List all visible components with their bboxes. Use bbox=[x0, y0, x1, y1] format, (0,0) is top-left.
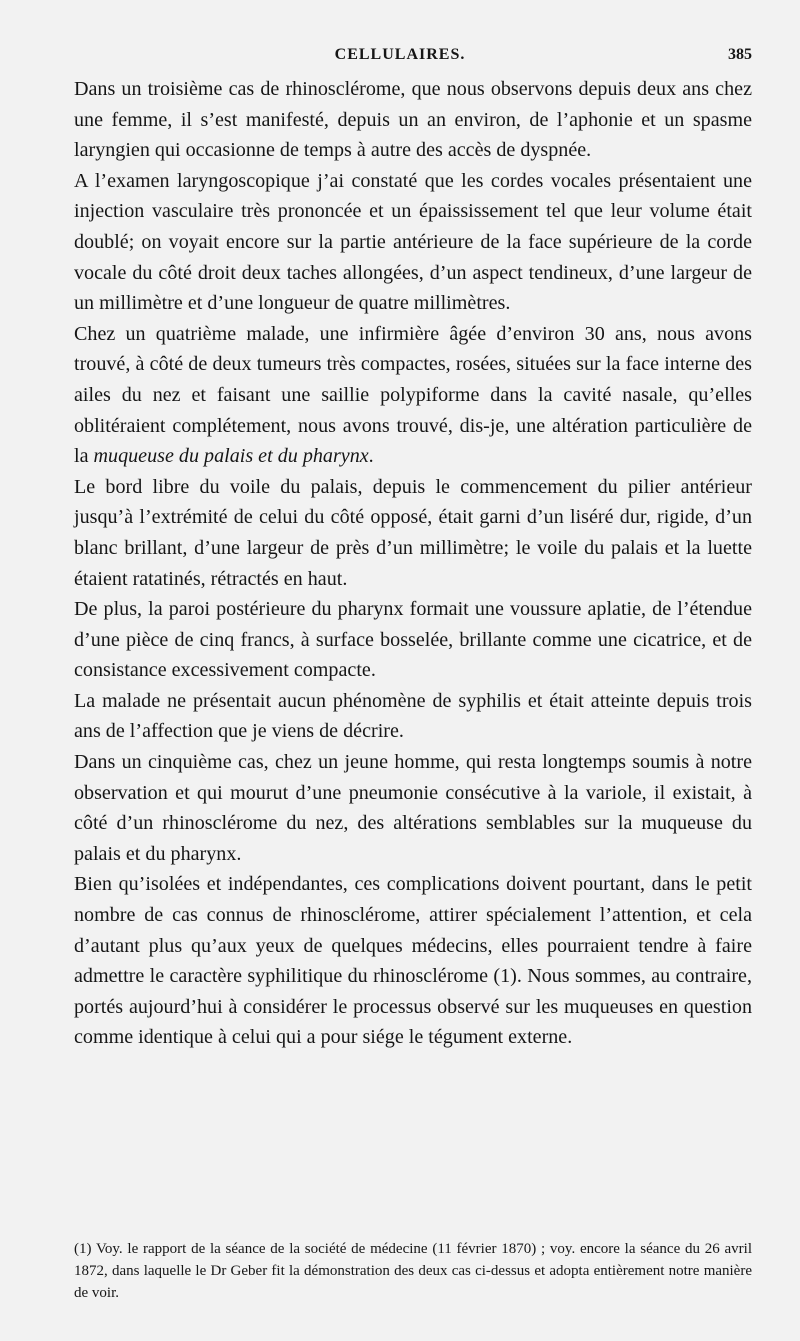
paragraph-text: Dans un cinquième cas, chez un jeune homme, qui resta longtemps soumis à notre observation et qui mourut d’une pneumonie consécutive à la variole, il existait, à côté d’un rhinosclérome du nez, des altérations semblables sur la muqueuse du palais et du pharynx. bbox=[74, 751, 752, 865]
paragraph-7 bbox=[74, 747, 752, 869]
paragraph-text: De plus, la paroi postérieure du pharynx formait une voussure aplatie, de l’étendue d’une pièce de cinq francs, à surface bosselée, brillante comme une cicatrice, et de consistance excessivement compacte. bbox=[74, 598, 752, 682]
paragraph-text: Chez un quatrième malade, une infirmière âgée d’environ 30 ans, nous avons trouvé, à côté de deux tumeurs très compactes, rosées, situées sur la face interne des ailes du nez et faisant une saillie polypiforme dans la cavité nasale, qu’elles oblitéraient complétement, nous avons trouvé, dis-je, une altération particulière de la bbox=[74, 322, 752, 468]
footnote-1: (1) Voy. le rapport de la séance de la société de médecine (11 février 1870) ; voy. encore la séance du 26 avril 1872, dans laquelle le Dr Geber fit la démonstration des deux cas ci-dessus et adopta entièrement notre manière de voir. bbox=[74, 1241, 752, 1301]
italic-term: muqueuse du palais et du pharynx bbox=[93, 445, 369, 468]
paragraph-3 bbox=[74, 319, 752, 472]
paragraph-8 bbox=[74, 869, 752, 1053]
paragraph-2 bbox=[74, 166, 752, 319]
paragraph-6 bbox=[74, 686, 752, 747]
main-text bbox=[74, 74, 752, 1053]
page-number: 385 bbox=[728, 46, 752, 63]
paragraph-text: Bien qu’isolées et indépendantes, ces complications doivent pourtant, dans le petit nombre de cas connus de rhinosclérome, attirer spécialement l’attention, et cela d’autant plus qu’aux yeux de quelques médecins, elles pourraient tendre à faire admettre le caractère syphilitique du rhinosclérome bbox=[74, 873, 752, 988]
running-title: CELLULAIRES. bbox=[334, 46, 466, 63]
paragraph-text: Dans un troisième cas de rhinosclérome, que nous observons depuis deux ans chez une femme, il s’est manifesté, depuis un an environ, de l’aphonie et un spasme laryngien qui occasionne de temps à autre des accès de dyspnée. bbox=[74, 78, 752, 162]
paragraph-text-end: . Nous sommes, au contraire, portés aujourd’hui à considérer le processus observé sur les muqueuses en question comme identique à celui qui a pour siége le tégument externe. bbox=[74, 965, 752, 1049]
footnotes bbox=[74, 1238, 752, 1304]
paragraph-text: Le bord libre du voile du palais, depuis le commencement du pilier antérieur jusqu’à l’extrémité de celui du côté opposé, était garni d’un liséré dur, rigide, d’un blanc brillant, d’une largeur de près d’un millimètre; le voile du palais et la luette étaient ratatinés, rétractés en haut. bbox=[74, 475, 752, 590]
paragraph-text-end: . bbox=[368, 445, 374, 468]
paragraph-4 bbox=[74, 472, 752, 594]
paragraph-1 bbox=[74, 74, 752, 166]
page-header bbox=[0, 46, 800, 70]
paragraph-5 bbox=[74, 594, 752, 686]
footnote-reference[interactable]: (1) bbox=[493, 965, 517, 988]
paragraph-text: A l’examen laryngoscopique j’ai constaté que les cordes vocales présentaient une injection vasculaire très prononcée et un épaississement tel que leur volume était doublé; on voyait encore sur la partie antérieure de la face supérieure de la corde vocale du côté droit deux taches allongées, d’un aspect tendineux, d’une largeur de un millimètre et d’une longueur de quatre millimètres. bbox=[74, 169, 752, 315]
paragraph-text: La malade ne présentait aucun phénomène de syphilis et était atteinte depuis trois ans de l’affection que je viens de décrire. bbox=[74, 689, 752, 743]
